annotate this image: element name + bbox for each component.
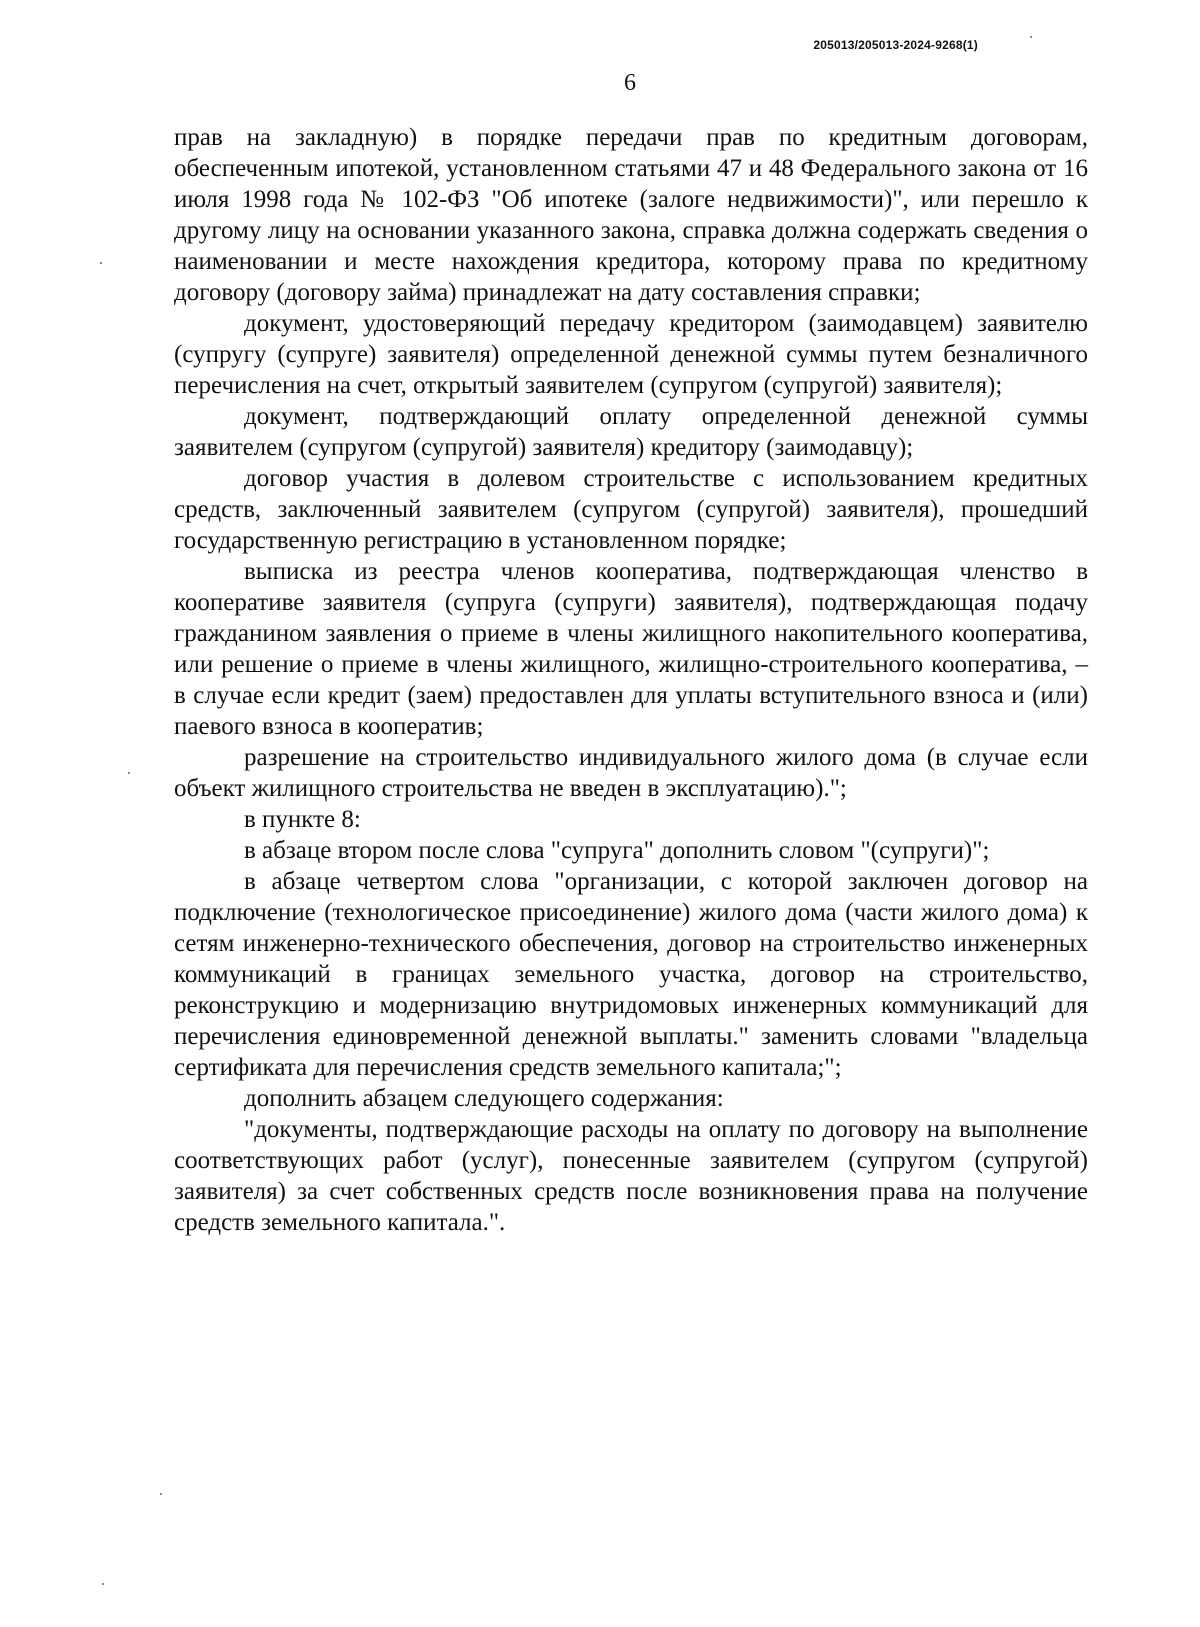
page-number: 6: [624, 70, 636, 96]
scan-speck: [160, 1493, 162, 1495]
document-body: [174, 122, 1088, 1238]
scan-speck: [102, 1583, 104, 1585]
paragraph-6: разрешение на строительство индивидуального жилого дома (в случае если объект жилищного строительства не введен в эксплуатацию).";: [174, 744, 1088, 802]
paragraph-7: в пункте 8:: [244, 806, 361, 833]
paragraph-5: выписка из реестра членов кооператива, подтверждающая членство в кооперативе заявителя (супруга (супруги) заявителя), подтверждающая подачу гражданином заявления о приеме в члены жилищного накопительного кооператива, или решение о приеме в члены жилищного, жилищно-строительного кооператива, – в случае если кредит (заем) предоставлен для уплаты вступительного взноса и (или) паевого взноса в кооператив;: [174, 558, 1088, 740]
paragraph-3: документ, подтверждающий оплату определенной денежной суммы заявителем (супругом (супругой) заявителя) кредитору (заимодавцу);: [174, 403, 1088, 461]
paragraph-4: договор участия в долевом строительстве с использованием кредитных средств, заключенный заявителем (супругом (супругой) заявителя), прошедший государственную регистрацию в установленном порядке;: [174, 465, 1088, 554]
paragraph-1: прав на закладную) в порядке передачи прав по кредитным договорам, обеспеченным ипотекой, установленном статьями 47 и 48 Федерального закона от 16 июля 1998 года № 102-ФЗ "Об ипотеке (залоге недвижимости)", или перешло к другому лицу на основании указанного закона, справка должна содержать сведения о наименовании и месте нахождения кредитора, которому права по кредитному договору (договору займа) принадлежат на дату составления справки;: [174, 124, 1088, 306]
paragraph-9: в абзаце четвертом слова "организации, с которой заключен договор на подключение (технологическое присоединение) жилого дома (части жилого дома) к сетям инженерно-технического обеспечения, договор на строительство инженерных коммуникаций в границах земельного участка, договор на строительство, реконструкцию и модернизацию внутридомовых инженерных коммуникаций для перечисления единовременной денежной выплаты." заменить словами "владельца сертификата для перечисления средств земельного капитала;";: [174, 868, 1088, 1081]
paragraph-11: "документы, подтверждающие расходы на оплату по договору на выполнение соответствующих работ (услуг), понесенные заявителем (супругом (супругой) заявителя) за счет собственных средств после возникновения права на получение средств земельного капитала.".: [174, 1116, 1088, 1236]
scan-speck: [100, 262, 102, 264]
paragraph-10: дополнить абзацем следующего содержания:: [244, 1085, 724, 1112]
scan-speck: [1030, 36, 1032, 38]
paragraph-8: в абзаце втором после слова "супруга" дополнить словом "(супруги)";: [244, 837, 990, 864]
scan-speck: [128, 772, 130, 774]
paragraph-2: документ, удостоверяющий передачу кредитором (заимодавцем) заявителю (супругу (супруге) заявителя) определенной денежной суммы путем безналичного перечисления на счет, открытый заявителем (супругом (супругой) заявителя);: [174, 310, 1088, 399]
document-registration-number: 205013/205013-2024-9268(1): [813, 38, 978, 52]
